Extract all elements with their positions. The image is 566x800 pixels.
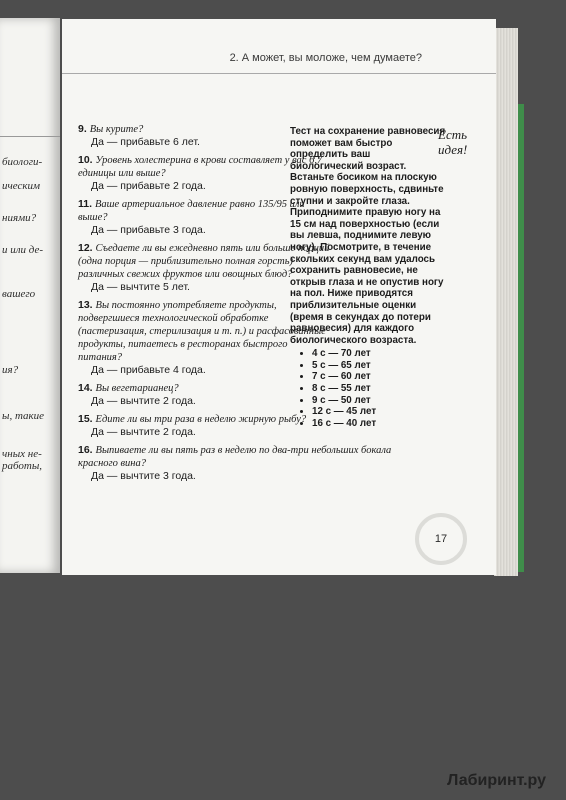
left-page-snippet: вашего xyxy=(2,288,36,300)
page-number-badge xyxy=(415,513,467,565)
left-page-snippet: ическим xyxy=(2,180,41,192)
left-page-snippet: биологи- xyxy=(2,156,43,168)
question-text: Уровень холестерина в крови составляет у вас 6,7 единицы или выше? xyxy=(78,155,323,179)
question-answer: Да — вычтите 2 года. xyxy=(91,426,196,438)
question-text: Вы вегетарианец? xyxy=(95,383,179,394)
question-text: Выпиваете ли вы пять раз в неделю по два-три небольших бокала красного вина? xyxy=(78,445,392,469)
left-page-snippet: работы, xyxy=(2,460,43,472)
green-edge-strip xyxy=(518,104,524,572)
age-estimate-list xyxy=(290,348,446,429)
question-answer: Да — вычтите 5 лет. xyxy=(91,281,190,293)
age-estimate-item: • 8 с — 55 лет xyxy=(312,383,446,395)
question-number: 15. xyxy=(78,413,93,425)
question-number: 12. xyxy=(78,242,93,254)
question-number: 10. xyxy=(78,154,93,166)
question-text: Едите ли вы три раза в неделю жирную рыбу? xyxy=(95,414,307,425)
question-number: 11. xyxy=(78,198,93,210)
question-text: Вы курите? xyxy=(89,124,144,135)
left-page-rule xyxy=(0,136,60,137)
age-estimate-item: • 4 с — 70 лет xyxy=(312,348,446,360)
left-page-snippet: ниями? xyxy=(2,212,37,224)
age-estimate-item: • 7 с — 60 лет xyxy=(312,371,446,383)
question-answer: Да — прибавьте 2 года. xyxy=(91,180,206,192)
age-estimate-item: • 9 с — 50 лет xyxy=(312,395,446,407)
age-estimate-item: • 12 с — 45 лет xyxy=(312,406,446,418)
left-page-snippet: и или де- xyxy=(2,244,44,256)
left-page-snippet: чных не- xyxy=(2,448,42,460)
question-text: Съедаете ли вы ежедневно пять или больше порций (одна порция — приблизительно полная горсть) различных свежих фруктов или овощных блюд? xyxy=(78,243,330,280)
age-estimate-item: • 16 с — 40 лет xyxy=(312,418,446,430)
question-item xyxy=(78,444,398,482)
question-number: 9. xyxy=(78,123,87,135)
idea-callout: Есть идея! xyxy=(438,127,468,157)
left-page-snippet: ия? xyxy=(2,364,19,376)
question-answer: Да — вычтите 3 года. xyxy=(91,470,196,482)
question-number: 16. xyxy=(78,444,93,456)
question-answer: Да — прибавьте 4 года. xyxy=(91,364,206,376)
question-text: Вы постоянно употребляете продукты, подвергшиеся технологической обработке (пастеризация, стерилизация и т. п.) и расфасованные продукты, питаетесь в ресторанах быстрого питания? xyxy=(78,300,326,363)
question-text: Ваше артериальное давление равно 135/95 или выше? xyxy=(78,199,305,223)
left-page-snippet: ы, такие xyxy=(2,410,45,422)
balance-test-sidebar xyxy=(290,126,446,429)
age-estimate-item: • 5 с — 65 лет xyxy=(312,360,446,372)
question-number: 13. xyxy=(78,299,93,311)
left-page-fragment xyxy=(0,18,60,573)
running-head: 2. А может, вы моложе, чем думаете? xyxy=(229,52,422,64)
sidebar-text: Тест на сохранение равновесия поможет вам быстро определить ваш биологический возраст. Встаньте босиком на плоскую ровную поверхность, сдвиньте ступни и закройте глаза. Приподнимите правую ногу на 15 см над поверхностью (если вы левша, поднимите левую ногу). Посмотрите, в течение скольких секунд вам удалось сохранить равновесие, не открыв глаза и не опустив ногу на пол. Ниже приводятся приблизительные оценки (время в секундах до потери равновесия) для каждого биологического возраста. xyxy=(290,126,446,346)
question-number: 14. xyxy=(78,382,93,394)
question-answer: Да — прибавьте 3 года. xyxy=(91,224,206,236)
page-number: 17 xyxy=(434,533,448,545)
page-edges xyxy=(494,28,518,576)
header-rule xyxy=(62,73,496,74)
question-answer: Да — вычтите 2 года. xyxy=(91,395,196,407)
book-page xyxy=(62,19,496,575)
question-answer: Да — прибавьте 6 лет. xyxy=(91,136,200,148)
watermark: Лабиринт.ру xyxy=(447,772,546,789)
